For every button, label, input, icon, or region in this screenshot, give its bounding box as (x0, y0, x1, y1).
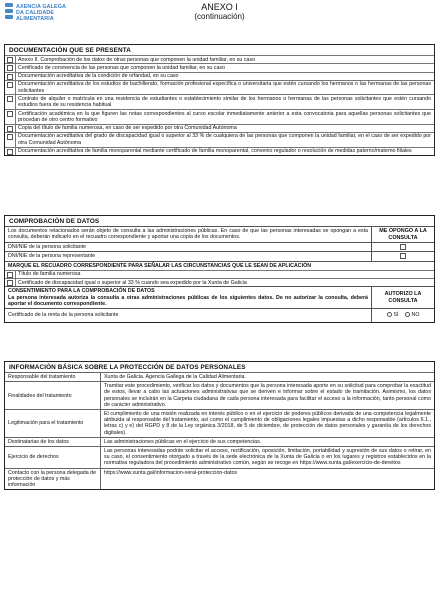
circumstance-checkbox[interactable] (7, 272, 13, 278)
document-checkbox-wrap (5, 133, 15, 140)
privacy-row-label: Legitimación para el tratamiento (5, 409, 101, 437)
oppose-header: ME OPONGO A LA CONSULTA (379, 228, 427, 241)
document-checkbox[interactable] (7, 82, 13, 88)
document-item (5, 94, 434, 109)
privacy-row-value: Tramitar este procedimiento, verificar los datos y documentos que la persona interesada aporte en su solicitud para comprobar la exactitud de estos, llevar a cabo las actuaciones administrativas que se deriven e informar sobre el estado de tramitación. Asimismo, los datos personales se incluirán en la Carpeta ciudadana de cada persona interesada para facilitar el acceso a la información, tanto personal como de carácter administrativo. (101, 381, 434, 409)
document-item (5, 80, 434, 95)
document-label: Copia del título de familia numerosa, en caso de ser expedido por otra Comunidad Autónoma (15, 125, 432, 132)
circumstance-checkbox-wrap (5, 279, 15, 286)
document-checkbox-wrap (5, 125, 15, 132)
privacy-row-value: Las personas interesadas podrán solicitar el acceso, rectificación, oposición, limitación, portabilidad y supresión de sus datos o retirar, en su caso, el consentimiento otorgado a través de la sede electrónica de la Xunta de Galicia o en los lugares y registros establecidos en la normativa reguladora del procedimiento administrativo común, según se recoge en https://www.xunta.gal/exercicio-de-dereitos (101, 446, 434, 468)
oppose-item-row (5, 251, 434, 260)
page-header (0, 2, 439, 21)
document-label: Documentación acreditativa del grado de discapacidad igual o superior al 33 % de cualquiera de las personas que componen la unidad familiar, en el caso de ser expedido por otra Comunidad Autónoma (15, 133, 432, 147)
document-label: Documentación acreditativa de los estudios de bachillerato, formación profesional específica o universitaria que estén cursando los hermanos o las hermanas de las personas solicitantes (15, 81, 432, 95)
verification-title: COMPROBACIÓN DE DATOS (9, 218, 100, 225)
document-label: Documentación acreditativa de familia monoparental mediante certificado de familia monoparental, convenio regulador o resolución de medidas paterno/materno filiales (15, 148, 432, 155)
document-checkbox[interactable] (7, 134, 13, 140)
circumstance-label: Certificado de discapacidad igual o superior al 33 % cuando sea expedido por la Xunta de Galicia (15, 279, 432, 286)
oppose-checkbox[interactable] (400, 253, 406, 259)
privacy-row-value: https://www.xunta.gal/informacion-xeral-proteccion-datos (101, 468, 434, 490)
verification-intro-row (5, 226, 434, 242)
privacy-row-label: Responsable del tratamiento (5, 372, 101, 381)
document-checkbox-wrap (5, 73, 15, 80)
document-item (5, 55, 434, 63)
document-checkbox-wrap (5, 56, 15, 63)
mark-title-row (5, 261, 434, 270)
oppose-item-label: DNI/NIE de la persona solicitante (5, 243, 372, 251)
document-checkbox-wrap (5, 95, 15, 102)
authorize-header: AUTORIZO LA CONSULTA (384, 291, 422, 304)
mark-title: MARQUE EL RECUADRO CORRESPONDIENTE PARA SEÑALAR LAS CIRCUNSTANCIAS QUE LE SEAN DE APLICACIÓN (8, 262, 312, 269)
consent-item-row (5, 308, 434, 321)
document-label: Certificación académica en la que figuren las notas correspondientes al curso escolar inmediatamente anterior a esta convocatoria para aquellas personas solicitantes que procedan de otro centro formativo (15, 110, 432, 124)
circumstance-label: Título de familia numerosa (15, 271, 432, 278)
document-label: Anexo II. Comprobación de los datos de otras personas que componen la unidad familiar, en su caso (15, 56, 432, 63)
document-checkbox-wrap (5, 81, 15, 88)
oppose-list (5, 242, 434, 261)
privacy-row-label: Contacto con la persona delegada de protección de datos y más información (5, 468, 101, 490)
oppose-checkbox-cell (372, 243, 434, 251)
circumstance-item (5, 278, 434, 286)
document-label: Certificado de convivencia de las personas que componen la unidad familiar, en su caso (15, 64, 432, 71)
no-option[interactable] (405, 312, 420, 318)
document-item (5, 132, 434, 147)
document-checkbox-wrap (5, 110, 15, 117)
yes-label: SÍ (393, 312, 399, 319)
circumstance-checkbox-wrap (5, 271, 15, 278)
oppose-item-label: DNI/NIE de la persona representante (5, 252, 372, 260)
annex-subtitle: (continuación) (194, 12, 245, 21)
logo-line-2: AXENCIA GALEGA (16, 4, 67, 10)
yes-option[interactable] (387, 312, 399, 318)
privacy-row-label: Ejercicio de derechos (5, 446, 101, 468)
verification-section (4, 215, 435, 323)
verification-intro: Los documentos relacionados serán objeto de consulta a las administraciones públicas. En caso de que las personas interesadas se opongan a esta consulta, deberán indicarlo en el recuadro correspondiente y aportar una copia de los documentos. (5, 227, 372, 242)
privacy-row-label: Finalidades del tratamiento (5, 381, 101, 409)
document-checkbox-wrap (5, 64, 15, 71)
no-label: NO (411, 312, 420, 319)
circumstance-checkbox[interactable] (7, 280, 13, 286)
document-item (5, 147, 434, 155)
consent-block (5, 287, 372, 308)
document-label: Documentación acreditativa de la condición de orfandad, en su caso (15, 73, 432, 80)
privacy-row-value: Xunta de Galicia. Agencia Gallega de la Calidad Alimentaria. (101, 372, 434, 381)
oppose-checkbox-cell (372, 252, 434, 260)
document-item (5, 124, 434, 132)
document-checkbox[interactable] (7, 96, 13, 102)
document-checkbox[interactable] (7, 149, 13, 155)
document-item (5, 109, 434, 124)
consent-text: La persona interesada autoriza la consulta a otras administraciones públicas de los siguientes datos. De no autorizar la consulta, deberá aportar el documento correspondiente. (8, 294, 368, 308)
privacy-row-value: El cumplimiento de una misión realizada en interés público o en el ejercicio de poderes públicos derivada de una competencia legalmente atribuida al responsable del tratamiento, así como el cumplimiento de obligaciones legales impuestas a dicho responsable (artículos 6.1., letras c) y e) del RGPD y 8 de la Ley orgánica 3/2018, de 5 de diciembre, de protección de datos personales y garantía de los derechos digitales). (101, 409, 434, 437)
circumstance-item (5, 270, 434, 278)
document-checkbox[interactable] (7, 126, 13, 132)
privacy-section (4, 361, 435, 490)
consent-title: CONSENTIMIENTO PARA LA COMPROBACIÓN DE DATOS (8, 288, 155, 295)
documentation-section (4, 44, 435, 156)
yes-radio[interactable] (387, 312, 392, 317)
privacy-table (5, 372, 434, 489)
documentation-list (5, 55, 434, 155)
document-checkbox[interactable] (7, 57, 13, 63)
document-checkbox-wrap (5, 148, 15, 155)
documentation-title: DOCUMENTACIÓN QUE SE PRESENTA (9, 47, 131, 54)
oppose-item-row (5, 242, 434, 251)
document-checkbox[interactable] (7, 74, 13, 80)
oppose-checkbox[interactable] (400, 244, 406, 250)
annex-title: ANEXO I (201, 2, 238, 12)
document-item (5, 72, 434, 80)
document-checkbox[interactable] (7, 111, 13, 117)
consent-item: Certificado de la renta de la persona solicitante (5, 309, 372, 321)
logo-line-4: ALIMENTARIA (16, 16, 54, 23)
logo-line-3: DA CALIDADE (16, 10, 55, 17)
privacy-row-label: Destinatarias de los datos (5, 437, 101, 446)
privacy-row-value: Las administraciones públicas en el ejercicio de sus competencias. (101, 437, 434, 446)
document-label: Contrato de alquiler o matrícula en una residencia de estudiantes o establecimiento similar de los hermanos o hermanas de las personas solicitantes que estén cursando estudios fuera de su residencia habitual (15, 95, 432, 109)
no-radio[interactable] (405, 312, 410, 317)
mark-list (5, 270, 434, 287)
document-checkbox[interactable] (7, 65, 13, 71)
document-item (5, 63, 434, 71)
consent-radios (372, 309, 434, 321)
consent-row (5, 286, 434, 308)
privacy-title: INFORMACIÓN BÁSICA SOBRE LA PROTECCIÓN DE DATOS PERSONALES (9, 364, 246, 371)
